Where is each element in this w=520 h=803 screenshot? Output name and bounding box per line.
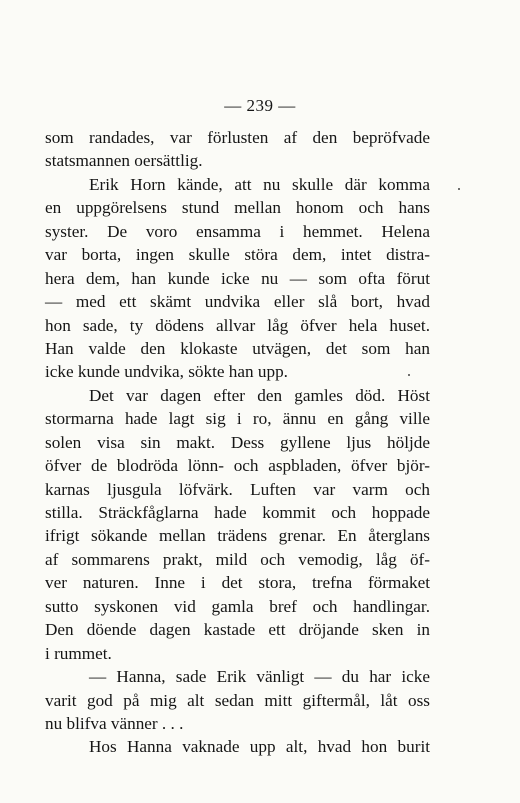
text-line: syster. De voro ensamma i hemmet. Helena bbox=[45, 221, 430, 241]
text-line: nu blifva vänner . . . bbox=[45, 713, 184, 733]
text-line: icke kunde undvika, sökte han upp. bbox=[45, 362, 288, 382]
text-line: statsmannen oersättlig. bbox=[45, 151, 203, 171]
text-line: sutto syskonen vid gamla bref och handlingar. bbox=[45, 596, 430, 616]
text-line: solen visa sin makt. Dess gyllene ljus höljde bbox=[45, 432, 430, 452]
text-line: var borta, ingen skulle störa dem, intet distra- bbox=[45, 245, 430, 265]
text-line: i rummet. bbox=[45, 643, 112, 663]
text-line: Hos Hanna vaknade upp alt, hvad hon burit bbox=[89, 737, 430, 757]
text-line: stormarna hade lagt sig i ro, ännu en gång ville bbox=[45, 409, 430, 429]
text-line: varit god på mig alt sedan mitt giftermål, låt oss bbox=[45, 690, 430, 710]
text-line: ver naturen. Inne i det stora, trefna förmaket bbox=[45, 573, 430, 593]
text-line: Erik Horn kände, att nu skulle där komma bbox=[89, 174, 430, 194]
text-line: karnas ljusgula löfvärk. Luften var varm och bbox=[45, 479, 430, 499]
print-speck bbox=[458, 188, 460, 190]
page-number: — 239 — bbox=[224, 96, 296, 115]
text-line: Han valde den klokaste utvägen, det som han bbox=[45, 338, 430, 358]
text-line: öfver de blodröda lönn- och aspbladen, öfver björ- bbox=[45, 456, 430, 476]
text-line: — Hanna, sade Erik vänligt — du har icke bbox=[89, 667, 430, 687]
text-line: Den döende dagen kastade ett dröjande sken in bbox=[45, 620, 430, 640]
text-line: hon sade, ty dödens allvar låg öfver hela huset. bbox=[45, 315, 430, 335]
text-line: — med ett skämt undvika eller slå bort, hvad bbox=[45, 292, 430, 312]
page-text bbox=[45, 126, 430, 759]
text-line: hera dem, han kunde icke nu — som ofta förut bbox=[45, 268, 430, 288]
text-line: Det var dagen efter den gamles död. Höst bbox=[89, 385, 430, 405]
text-line: som randades, var förlusten af den bepröfvade bbox=[45, 128, 430, 147]
text-line: ifrigt sökande mellan trädens grenar. En återglans bbox=[45, 526, 430, 546]
print-speck bbox=[408, 374, 410, 376]
text-line: en uppgörelsens stund mellan honom och hans bbox=[45, 198, 430, 218]
text-line: af sommarens prakt, mild och vemodig, låg öf- bbox=[45, 549, 430, 569]
text-line: stilla. Sträckfåglarna hade kommit och hoppade bbox=[45, 503, 430, 522]
